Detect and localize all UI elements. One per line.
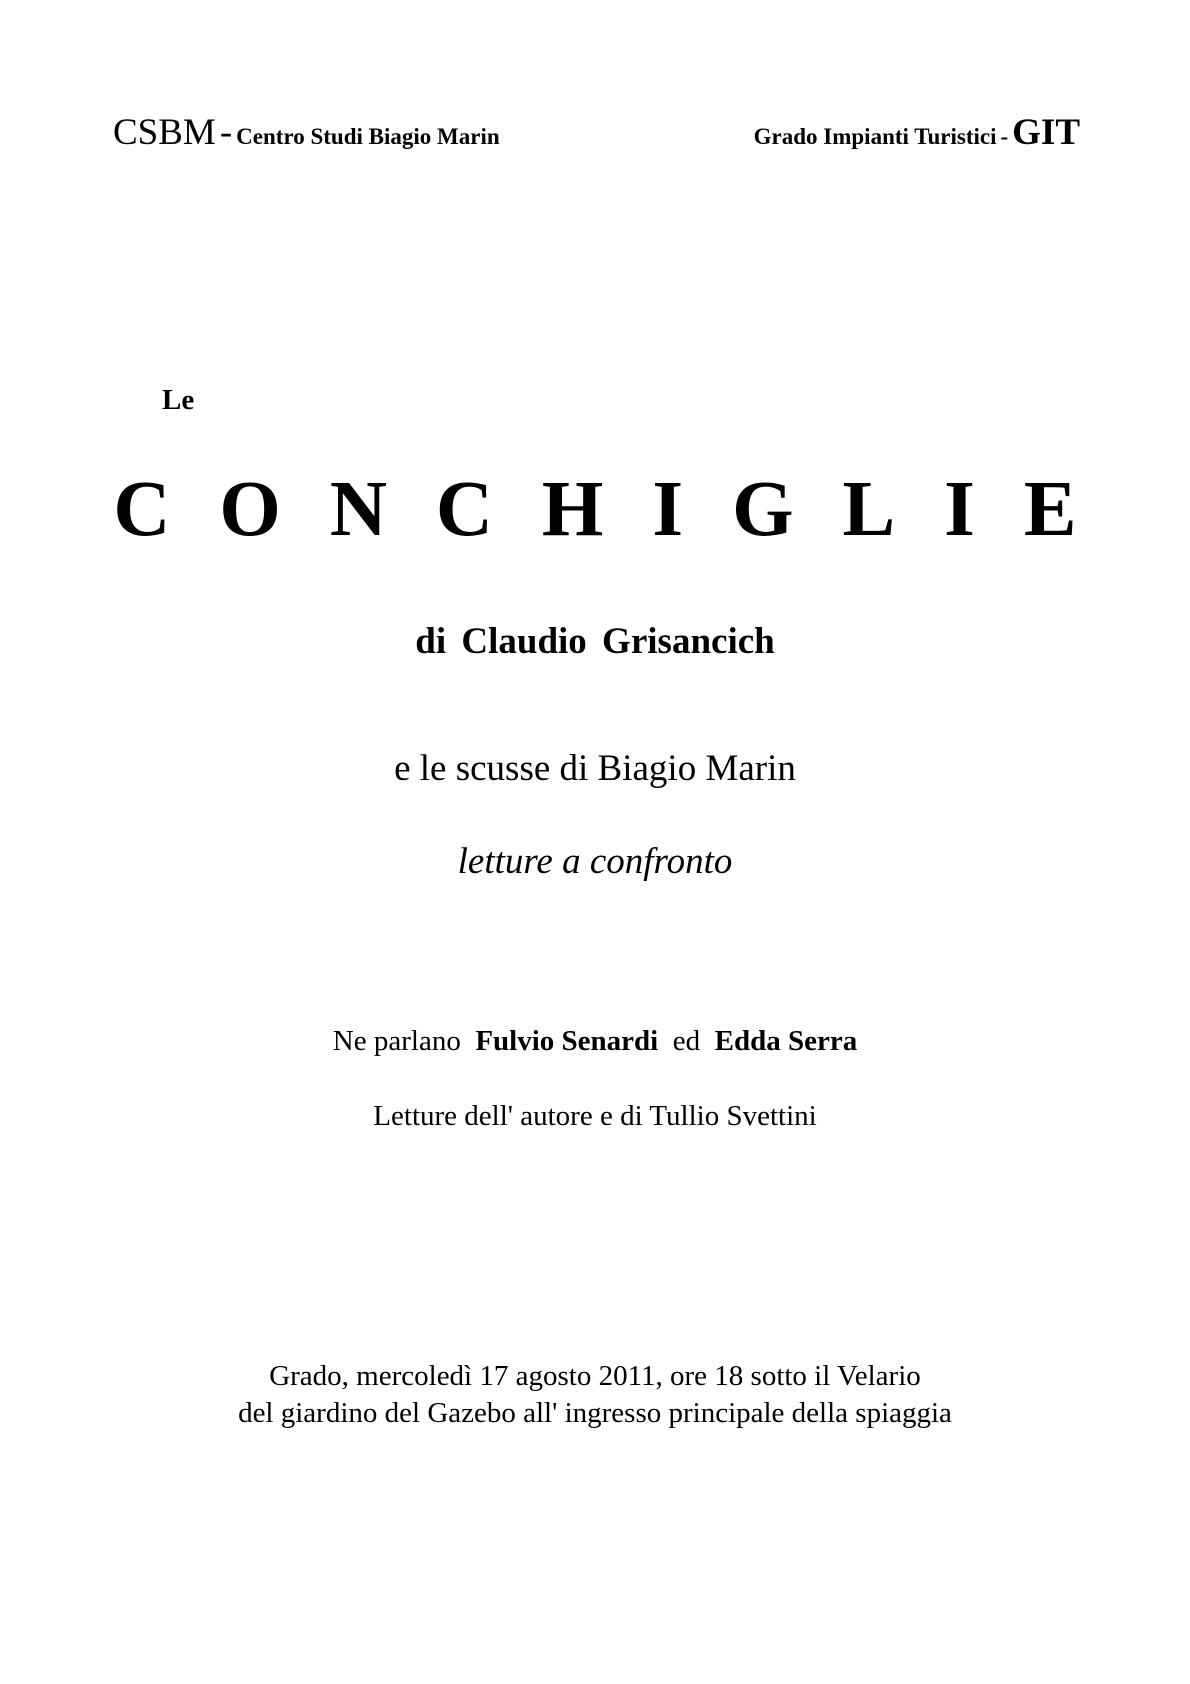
author-line: di Claudio Grisancich	[415, 621, 775, 662]
header-right-organization	[754, 114, 1080, 151]
tagline: letture a confronto	[457, 841, 733, 882]
header-right-separator: -	[1000, 124, 1009, 149]
venue-line-1: Grado, mercoledì 17 agosto 2011, ore 18 sotto il Velario	[269, 1360, 921, 1392]
git-abbreviation: GIT	[1012, 112, 1080, 153]
venue-block	[0, 1358, 1190, 1432]
git-full-name: Grado Impianti Turistici	[753, 124, 997, 149]
readings-line: Letture dell' autore e di Tullio Svettini	[373, 1100, 817, 1132]
main-title: CONCHIGLIE	[113, 466, 1126, 553]
header-left-separator: -	[219, 112, 233, 153]
csbm-full-name: Centro Studi Biagio Marin	[236, 124, 500, 149]
speaker-2: Edda Serra	[714, 1025, 858, 1057]
speakers-intro: Ne parlano	[332, 1025, 461, 1057]
header-left-organization	[113, 114, 500, 151]
speakers-line	[0, 1025, 1190, 1058]
speakers-conjunction: ed	[672, 1025, 701, 1057]
title-article: Le	[162, 384, 195, 416]
speaker-1: Fulvio Senardi	[475, 1025, 659, 1057]
subtitle: e le scusse di Biagio Marin	[394, 748, 796, 789]
csbm-abbreviation: CSBM	[113, 112, 216, 153]
venue-line-2: del giardino del Gazebo all' ingresso principale della spiaggia	[238, 1397, 952, 1429]
